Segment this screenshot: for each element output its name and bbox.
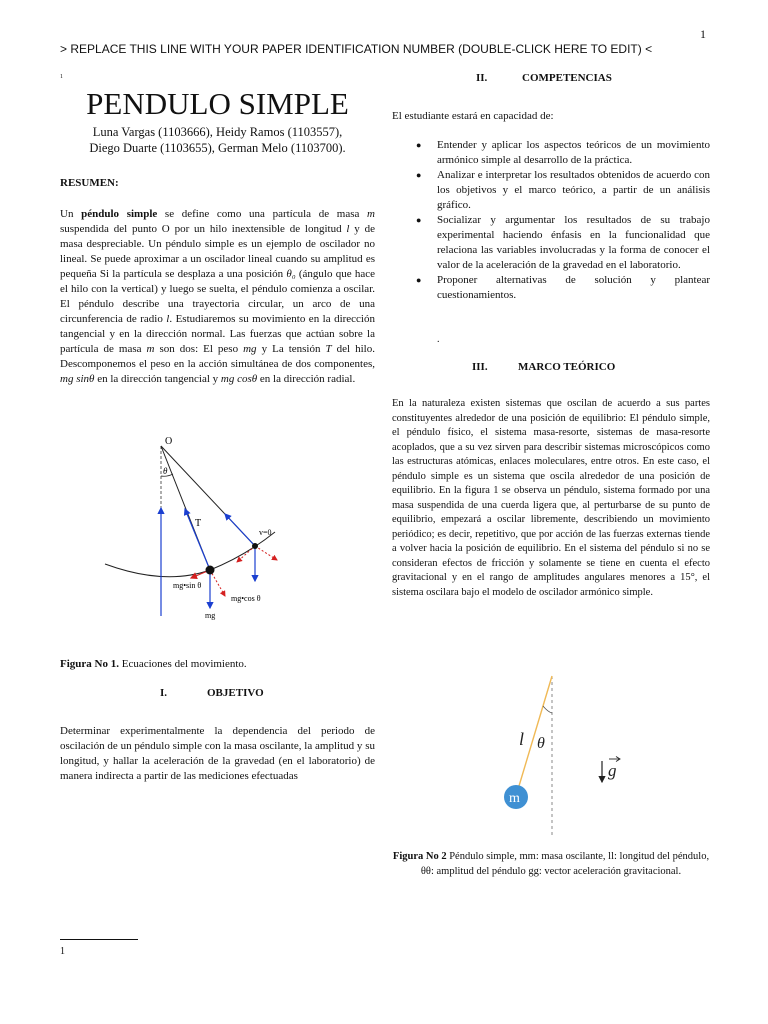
var-mg: mg bbox=[243, 343, 257, 355]
var-m: m bbox=[367, 208, 375, 220]
objetivo-paragraph: Determinar experimentalmente la dependencia del periodo de oscilación de un péndulo simple con la masa oscilante, la amplitud y su longitud, y hallar la aceleración de la gravedad (en el laboratorio) de manera indirecta a partir de las mediciones efectuadas bbox=[60, 725, 375, 782]
var-mgcos: mg cosθ bbox=[220, 373, 258, 385]
resumen-text: . Estudiaremos su movimiento en la dirección tangencial y en la dirección normal. Las fuerzas que actúan sobre la partícula de masa bbox=[60, 313, 375, 355]
list-item: ● Proponer alternativas de solución y plantear cuestionamientos. bbox=[437, 273, 710, 303]
list-item: ● Socializar y argumentar los resultados de su trabajo experimental haciendo énfasis en la funcionalidad que relaciona las variables involucradas y la forma de conocer el valor de la aceleración de la gravedad en el laboratorio. bbox=[437, 213, 710, 273]
authors bbox=[60, 124, 375, 156]
resumen-heading: RESUMEN: bbox=[60, 177, 119, 189]
competencias-intro: El estudiante estará en capacidad de: bbox=[392, 110, 554, 122]
figure-1-caption bbox=[60, 657, 247, 672]
section-2-number: II. bbox=[476, 72, 488, 84]
label-O: O bbox=[165, 436, 173, 447]
figure-1-caption-text: Ecuaciones del movimiento. bbox=[118, 658, 247, 670]
resumen-text: y La tensión bbox=[256, 343, 326, 355]
paper-id-header[interactable]: > REPLACE THIS LINE WITH YOUR PAPER IDENTIFICATION NUMBER (DOUBLE-CLICK HERE TO EDIT) < bbox=[60, 42, 653, 56]
var-l: l bbox=[166, 313, 170, 325]
figure-2-caption bbox=[392, 850, 710, 879]
resumen-text: son dos: El peso bbox=[154, 343, 244, 355]
figure-2-caption-label: Figura No 2 bbox=[392, 851, 447, 862]
mass-bob bbox=[206, 566, 215, 575]
mg-cos-arrow bbox=[210, 570, 225, 596]
section-1-title: OBJETIVO bbox=[207, 687, 264, 699]
paper-title: PENDULO SIMPLE bbox=[86, 86, 349, 121]
pendulum-arc bbox=[105, 532, 275, 577]
var-theta0: θ₀ bbox=[286, 268, 296, 280]
resumen-text: y de masa despreciable. Un péndulo simple es un ejemplo de oscilador no lineal. Se puede aproximar a un oscilador lineal cuando su amplitud es pequeña Si la partícula se desplaza a una posición bbox=[60, 223, 375, 280]
label-mg-cos: mg•cos θ bbox=[231, 594, 261, 603]
list-item: ● Analizar e interpretar los resultados obtenidos de acuerdo con los objetivos y el marco teórico, a partir de un análisis gráfico. bbox=[437, 168, 710, 213]
label-theta: θ bbox=[537, 735, 545, 752]
label-v0: v=0 bbox=[259, 528, 272, 537]
resumen-paragraph bbox=[60, 207, 375, 387]
stray-dot: . bbox=[437, 334, 440, 345]
tension-arrow-extreme bbox=[225, 514, 255, 546]
resumen-text: (ángulo que hace el hilo con la vertical) y luego se suelta, el péndulo comienza a oscilar. El péndulo describe una trayectoria circular, un arco de una circunferencia de radio bbox=[60, 268, 375, 325]
figure-2-diagram bbox=[495, 668, 645, 840]
var-mgsin: mg sinθ bbox=[60, 373, 95, 385]
page-number: 1 bbox=[700, 27, 706, 41]
label-theta: θ bbox=[163, 466, 168, 476]
resumen-text: suspendida del punto O por un hilo inextensible de longitud bbox=[60, 223, 347, 235]
footnote-rule bbox=[60, 939, 138, 940]
arc-tangent-arrow bbox=[255, 546, 277, 560]
small-mark: 1 bbox=[60, 74, 63, 80]
label-l: l bbox=[519, 729, 525, 749]
label-mg: mg bbox=[205, 611, 216, 620]
section-3-number: III. bbox=[472, 361, 488, 373]
theta-angle-arc bbox=[543, 706, 552, 713]
section-2-title: COMPETENCIAS bbox=[522, 72, 612, 84]
resumen-text: Un bbox=[60, 208, 82, 220]
var-m: m bbox=[146, 343, 155, 355]
resumen-text: en la dirección radial. bbox=[257, 373, 356, 385]
competencias-list bbox=[437, 138, 710, 303]
label-mg-sin: mg•sin θ bbox=[173, 581, 202, 590]
footnote-mark: 1 bbox=[60, 946, 65, 957]
mass-bob-extreme bbox=[252, 543, 258, 549]
authors-line-2: Diego Duarte (1103655), German Melo (1103700). bbox=[89, 141, 346, 155]
label-m: m bbox=[509, 791, 520, 806]
figure-1-caption-label: Figura No 1. bbox=[60, 658, 119, 670]
section-1-number: I. bbox=[160, 687, 168, 699]
var-T: T bbox=[325, 343, 332, 355]
authors-line-1: Luna Vargas (1103666), Heidy Ramos (1103557), bbox=[92, 125, 343, 139]
label-g: g bbox=[608, 761, 617, 780]
term-pendulo-simple: péndulo simple bbox=[81, 208, 158, 220]
figure-2-caption-text: Péndulo simple, mm: masa oscilante, ll: longitud del péndulo, θθ: amplitud del péndulo gg: vector aceleración gravitacional. bbox=[420, 851, 710, 877]
resumen-text: se define como una partícula de masa bbox=[157, 208, 368, 220]
resumen-text: en la dirección tangencial y bbox=[94, 373, 221, 385]
section-3-title: MARCO TEÓRICO bbox=[518, 361, 616, 373]
list-item: ● Entender y aplicar los aspectos teóricos de un movimiento armónico simple al desarrollo de la práctica. bbox=[437, 138, 710, 168]
marco-teorico-paragraph: En la naturaleza existen sistemas que oscilan de acuerdo a sus partes constituyentes alrededor de una posición de equilibrio: El péndulo simple, el péndulo físico, el sistema masa-resorte, sistemas de masa-resorte acoplados, que a su vez sirven para describir sistemas microscópicos como las estructuras atómicas, enlaces moleculares, entre otros. En este caso, el péndulo simple es un sistema que oscila alrededor de una posición de equilibrio. En la figura 1 se observa un péndulo, sistema formado por una masa suspendida de una cuerda ligera que, al perturbarse de su punto de equilibrio, empezará a oscilar libremente, describiendo un movimiento periódico; es decir, repetitivo, que por acción de las fuerzas externas tiende a volver hacia la posición de equilibrio. En el sistema del péndulo si no se consideran efectos de fricción y solamente se tiene en cuenta el efecto gravitacional y en el rango de amplitudes angulares menores a 15°, el sistema oscilara bajo el modelo de oscilador armónico simple. bbox=[392, 398, 710, 598]
var-l: l bbox=[346, 223, 350, 235]
label-T: T bbox=[195, 518, 202, 529]
resumen-text: del hilo. Descomponemos el peso en la acción simultánea de dos componentes, bbox=[60, 343, 375, 370]
figure-1-diagram bbox=[95, 436, 295, 632]
